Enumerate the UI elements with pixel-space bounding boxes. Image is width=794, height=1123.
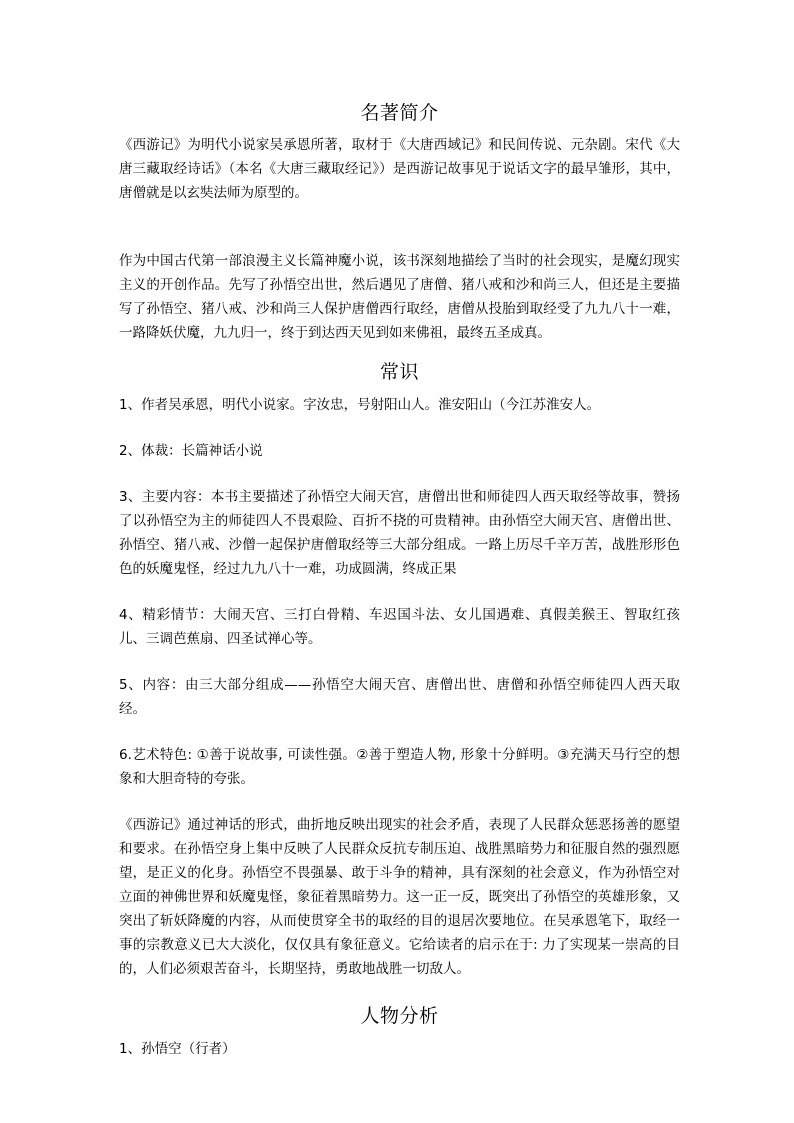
intro-paragraph-1: 《西游记》为明代小说家吴承恩所著，取材于《大唐西域记》和民间传说、元杂剧。宋代《大唐三藏取经诗话》（本名《大唐三藏取经记》）是西游记故事见于说话文字的最早雏形，其中，唐僧就是以玄奘法师为原型的。 — [119, 137, 680, 201]
document-body — [119, 100, 680, 1061]
knowledge-item-2: 2、体裁：长篇神话小说 — [119, 443, 263, 459]
knowledge-item-6: 6.艺术特色: ①善于说故事, 可读性强。②善于塑造人物, 形象十分鲜明。③充满天马行空的想象和大胆奇特的夸张。 — [119, 747, 680, 787]
knowledge-item-4: 4、精彩情节：大闹天宫、三打白骨精、车迟国斗法、女儿国遇难、真假美猴王、智取红孩儿、三调芭蕉扇、四圣试禅心等。 — [119, 607, 680, 647]
section-title-knowledge: 常识 — [379, 361, 419, 383]
section-title-intro: 名著简介 — [360, 102, 439, 124]
knowledge-item-1: 1、作者吴承恩，明代小说家。字汝忠，号射阳山人。淮安阳山（今江苏淮安人。 — [119, 397, 601, 413]
knowledge-summary: 《西游记》通过神话的形式，曲折地反映出现实的社会矛盾，表现了人民群众惩恶扬善的愿望和要求。在孙悟空身上集中反映了人民群众反抗专制压迫、战胜黑暗势力和征服自然的强烈愿望，是正义的化身。孙悟空不畏强暴、敢于斗争的精神，具有深刻的社会意义，作为孙悟空对立面的神佛世界和妖魔鬼怪，象征着黑暗势力。这一正一反，既突出了孙悟空的英雄形象，又突出了斩妖降魔的内容，从而使贯穿全书的取经的目的退居次要地位。在吴承恩笔下，取经一事的宗教意义已大大淡化，仅仅具有象征意义。它给读者的启示在于: 力了实现某一崇高的目的，人们必须艰苦奋斗，长期坚持，勇敢地战胜一切敌人。 — [119, 817, 680, 977]
knowledge-item-3: 3、主要内容：本书主要描述了孙悟空大闹天宫，唐僧出世和师徒四人西天取经等故事，赞扬了以孙悟空为主的师徒四人不畏艰险、百折不挠的可贵精神。由孙悟空大闹天宫、唐僧出世、孙悟空、猪八戒、沙僧一起保护唐僧取经等三大部分组成。一路上历尽千辛万苦，战胜形形色色的妖魔鬼怪，经过九九八十一难，功成圆满，终成正果 — [119, 489, 680, 577]
knowledge-item-5: 5、内容：由三大部分组成——孙悟空大闹天宫、唐僧出世、唐僧和孙悟空师徒四人西天取经。 — [119, 677, 680, 717]
character-item-1: 1、孙悟空（行者） — [119, 1041, 236, 1057]
intro-paragraph-2: 作为中国古代第一部浪漫主义长篇神魔小说，该书深刻地描绘了当时的社会现实，是魔幻现实主义的开创作品。先写了孙悟空出世，然后遇见了唐僧、猪八戒和沙和尚三人，但还是主要描写了孙悟空、猪八戒、沙和尚三人保护唐僧西行取经，唐僧从投胎到取经受了九九八十一难，一路降妖伏魔，九九归一，终于到达西天见到如来佛祖，最终五圣成真。 — [119, 253, 680, 341]
section-title-characters: 人物分析 — [360, 1005, 439, 1027]
